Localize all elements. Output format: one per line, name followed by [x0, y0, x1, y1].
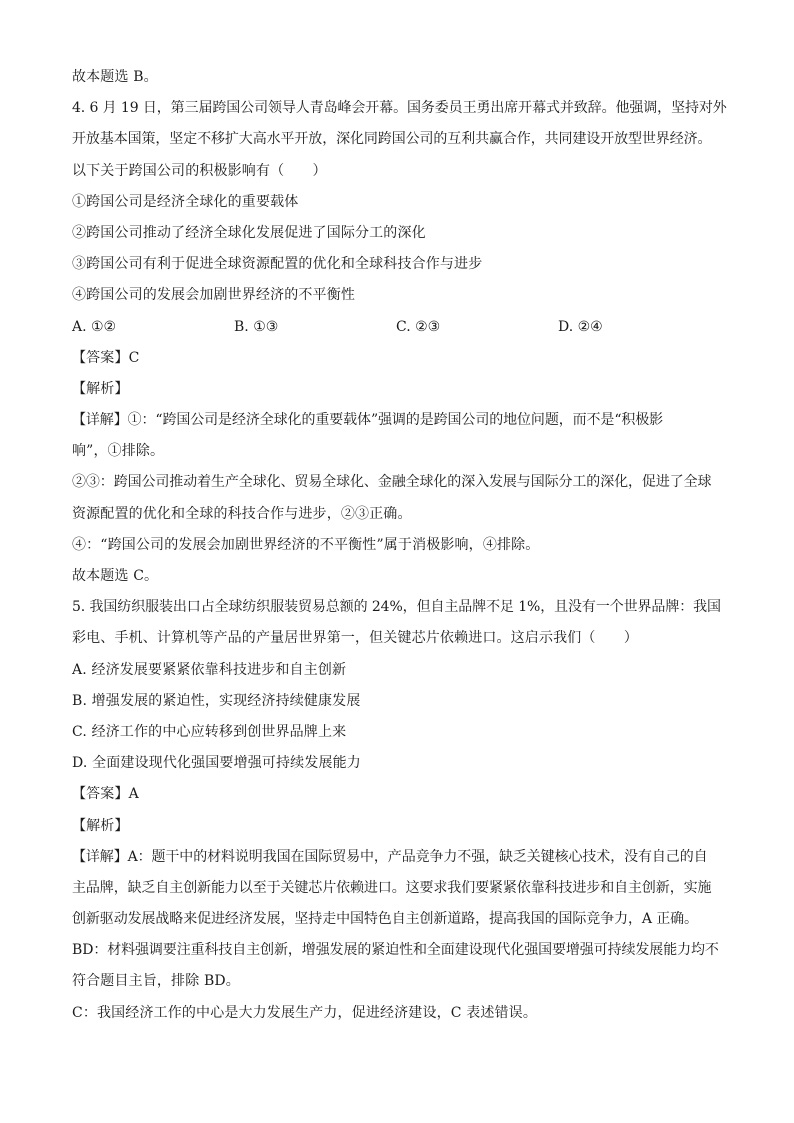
q5-analysis-heading: 【解析】: [72, 817, 129, 834]
q3-conclusion: 故本题选 B。: [72, 69, 158, 85]
q4-statement-2: ②跨国公司推动了经济全球化发展促进了国际分工的深化: [72, 224, 426, 241]
q4-statement-1: ①跨国公司是经济全球化的重要载体: [72, 193, 299, 210]
q4-stem-line-3: 以下关于跨国公司的积极影响有（ ）: [72, 162, 327, 179]
q4-statement-4: ④跨国公司的发展会加剧世界经济的不平衡性: [72, 287, 355, 304]
q4-option-c: C. ②③: [396, 318, 441, 335]
q5-explanation-line-4: BD：材料强调要注重科技自主创新，增强发展的紧迫性和全面建设现代化强国要增强可持续发展能力均不: [72, 942, 719, 959]
q4-explanation-line-4: 资源配置的优化和全球的科技合作与进步，②③正确。: [72, 505, 412, 522]
q5-explanation-line-5: 符合题目主旨，排除 BD。: [72, 973, 240, 990]
q4-stem-line-2: 开放基本国策，坚定不移扩大高水平开放，深化同跨国公司的互利共赢合作，共同建设开放型世界经济。: [72, 131, 712, 148]
q4-stem-line-1: 4. 6 月 19 日，第三届跨国公司领导人青岛峰会开幕。国务委员王勇出席开幕式并致辞。他强调，坚持对外: [72, 100, 727, 117]
q5-answer: 【答案】A: [72, 786, 139, 803]
q4-analysis-heading: 【解析】: [72, 380, 129, 397]
q4-explanation-line-3: ②③：跨国公司推动着生产全球化、贸易全球化、金融全球化的深入发展与国际分工的深化，促进了全球: [72, 474, 712, 491]
q4-answer: 【答案】C: [72, 349, 140, 366]
q4-option-b: B. ①③: [234, 318, 279, 335]
q5-explanation-line-2: 主品牌，缺乏自主创新能力以至于关键芯片依赖进口。这要求我们要紧紧依靠科技进步和自主创新，实施: [72, 879, 712, 896]
q5-option-a: A. 经济发展要紧紧依靠科技进步和自主创新: [72, 661, 347, 678]
q4-statement-3: ③跨国公司有利于促进全球资源配置的优化和全球科技合作与进步: [72, 256, 483, 273]
q5-explanation-line-6: C：我国经济工作的中心是大力发展生产力，促进经济建设，C 表述错误。: [72, 1004, 537, 1021]
q5-option-c: C. 经济工作的中心应转移到创世界品牌上来: [72, 723, 347, 740]
q4-option-a: A. ①②: [72, 318, 117, 335]
q5-option-b: B. 增强发展的紧迫性，实现经济持续健康发展: [72, 692, 361, 709]
q4-explanation-line-5: ④：“跨国公司的发展会加剧世界经济的不平衡性”属于消极影响，④排除。: [72, 536, 540, 553]
document-page: [72, 62, 727, 1029]
q4-options: [72, 312, 722, 343]
q5-explanation-line-3: 创新驱动发展战略来促进经济发展，坚持走中国特色自主创新道路，提高我国的国际竞争力，A 正确。: [72, 911, 698, 928]
q4-conclusion: 故本题选 C。: [72, 568, 159, 584]
q5-stem-line-1: 5. 我国纺织服装出口占全球纺织服装贸易总额的 24%，但自主品牌不足 1%，且没有一个世界品牌：我国: [72, 599, 721, 616]
q5-explanation-line-1: 【详解】A：题干中的材料说明我国在国际贸易中，产品竞争力不强，缺乏关键核心技术，没有自己的自: [72, 848, 708, 865]
q4-explanation-line-1: 【详解】①：“跨国公司是经济全球化的重要载体”强调的是跨国公司的地位问题，而不是“积极影: [72, 412, 664, 429]
q4-option-d: D. ②④: [558, 318, 603, 335]
q4-explanation-line-2: 响”，①排除。: [72, 443, 165, 460]
q5-stem-line-2: 彩电、手机、计算机等产品的产量居世界第一，但关键芯片依赖进口。这启示我们（ ）: [72, 630, 638, 647]
q5-option-d: D. 全面建设现代化强国要增强可持续发展能力: [72, 755, 361, 772]
